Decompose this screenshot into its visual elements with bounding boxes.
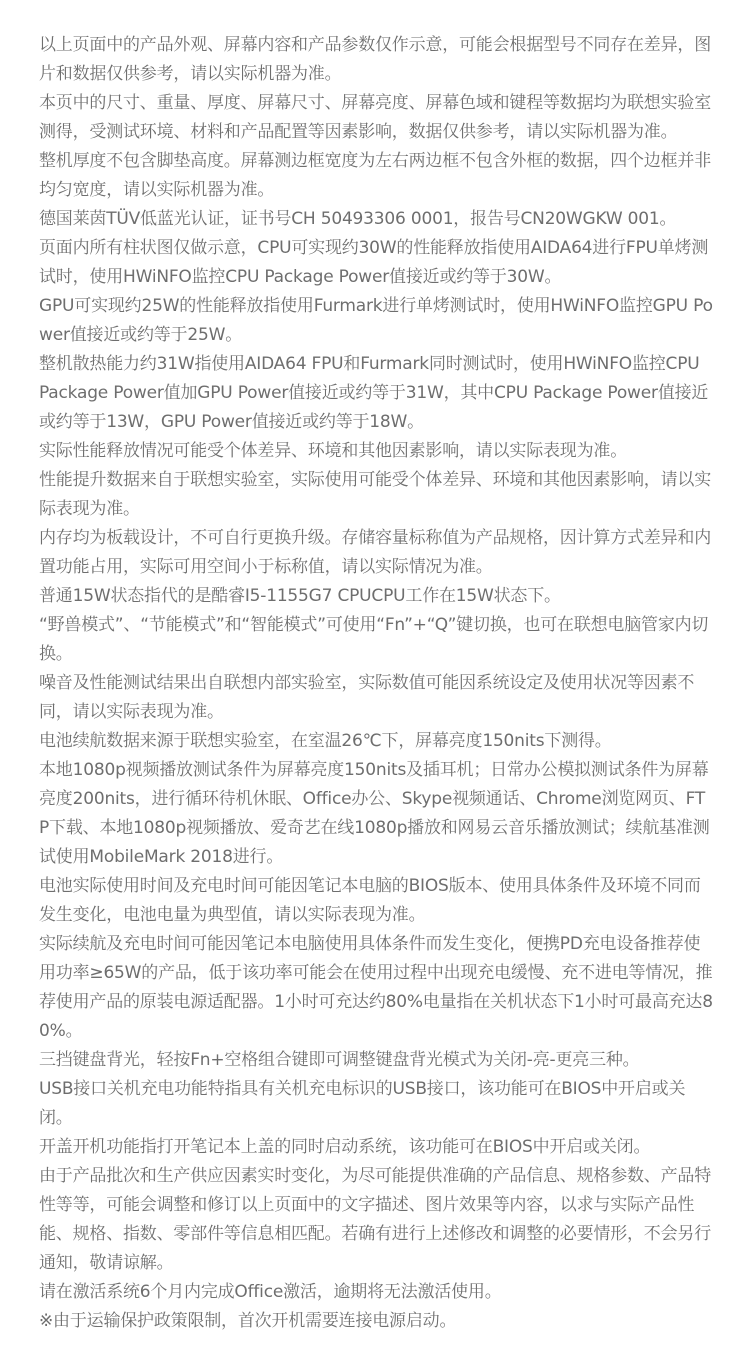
note-performance-improvement: 性能提升数据来自于联想实验室，实际使用可能受个体差异、环境和其他因素影响，请以实际表现为准。 (39, 470, 711, 519)
note-usb-charging: USB接口关机充电功能特指具有关机充电标识的USB接口，该功能可在BIOS中开启或关闭。 (39, 1079, 686, 1128)
note-battery-actual-time: 电池实际使用时间及充电时间可能因笔记本电脑的BIOS版本、使用具体条件及环境不同而发生变化，电池电量为典型值，请以实际表现为准。 (39, 876, 701, 925)
note-thickness-bezel: 整机厚度不包含脚垫高度。屏幕测边框宽度为左右两边框不包含外框的数据，四个边框并非均匀宽度，请以实际机器为准。 (39, 151, 711, 200)
note-memory-storage: 内存均为板载设计，不可自行更换升级。存储容量标称值为产品规格，因计算方式差异和内置功能占用，实际可用空间小于标称值，请以实际情况为准。 (39, 528, 711, 577)
note-thermal-capacity: 整机散热能力约31W指使用AIDA64 FPU和Furmark同时测试时，使用HWiNFO监控CPU Package Power值加GPU Power值接近或约等于31W，其中CPU Package Power值接近或约等于13W，GPU Power值接近或约等于18W。 (39, 354, 709, 432)
note-dimensions-data: 本页中的尺寸、重量、厚度、屏幕尺寸、屏幕亮度、屏幕色域和键程等数据均为联想实验室测得，受测试环境、材料和产品配置等因素影响，数据仅供参考，请以实际机器为准。 (39, 93, 711, 142)
note-product-appearance: 以上页面中的产品外观、屏幕内容和产品参数仅作示意，可能会根据型号不同存在差异，图片和数据仅供参考，请以实际机器为准。 (39, 35, 711, 84)
note-office-activation: 请在激活系统6个月内完成Office激活，逾期将无法激活使用。 (39, 1282, 502, 1302)
note-performance-variance: 实际性能释放情况可能受个体差异、环境和其他因素影响，请以实际表现为准。 (39, 441, 627, 461)
note-tuv-certification: 德国莱茵TÜV低蓝光认证，证书号CH 50493306 0001，报告号CN20WGKW 001。 (39, 209, 677, 229)
note-15w-state: 普通15W状态指代的是酷睿I5-1155G7 CPUCPU工作在15W状态下。 (39, 586, 561, 606)
note-battery-test-conditions: 本地1080p视频播放测试条件为屏幕亮度150nits及插耳机；日常办公模拟测试条件为屏幕亮度200nits，进行循环待机休眠、Office办公、Skype视频通话、Chrome浏览网页、FTP下载、本地1080p视频播放、爱奇艺在线1080p播放和网易云音乐播放测试；续航基准测试使用MobileMark 2018进行。 (39, 760, 710, 867)
note-lid-open-boot: 开盖开机功能指打开笔记本上盖的同时启动系统，该功能可在BIOS中开启或关闭。 (39, 1137, 651, 1157)
note-battery-source: 电池续航数据来源于联想实验室，在室温26℃下，屏幕亮度150nits下测得。 (39, 731, 612, 751)
note-gpu-performance: GPU可实现约25W的性能释放指使用Furmark进行单烤测试时，使用HWiNFO监控GPU Power值接近或约等于25W。 (39, 296, 713, 345)
note-noise-testing: 噪音及性能测试结果出自联想内部实验室，实际数值可能因系统设定及使用状况等因素不同，请以实际表现为准。 (39, 673, 695, 722)
note-cpu-performance: 页面内所有柱状图仅做示意，CPU可实现约30W的性能释放指使用AIDA64进行FPU单烤测试时，使用HWiNFO监控CPU Package Power值接近或约等于30W。 (39, 238, 709, 287)
note-product-changes: 由于产品批次和生产供应因素实时变化，为尽可能提供准确的产品信息、规格参数、产品特性等等，可能会调整和修订以上页面中的文字描述、图片效果等内容，以求与实际产品性能、规格、指数、零部件等信息相匹配。若确有进行上述修改和调整的必要情形，不会另行通知，敬请谅解。 (39, 1166, 711, 1273)
note-charging: 实际续航及充电时间可能因笔记本电脑使用具体条件而发生变化，便携PD充电设备推荐使用功率≥65W的产品，低于该功率可能会在使用过程中出现充电缓慢、充不进电等情况，推荐使用产品的原装电源适配器。1小时可充达约80%电量指在关机状态下1小时可最高充达80%。 (39, 934, 713, 1041)
note-performance-modes: “野兽模式”、“节能模式”和“智能模式”可使用“Fn”+“Q”键切换，也可在联想电脑管家内切换。 (39, 615, 709, 664)
note-first-boot-power: ※由于运输保护政策限制，首次开机需要连接电源启动。 (39, 1311, 457, 1331)
note-keyboard-backlight: 三挡键盘背光，轻按Fn+空格组合键即可调整键盘背光模式为关闭-亮-更亮三种。 (39, 1050, 640, 1070)
